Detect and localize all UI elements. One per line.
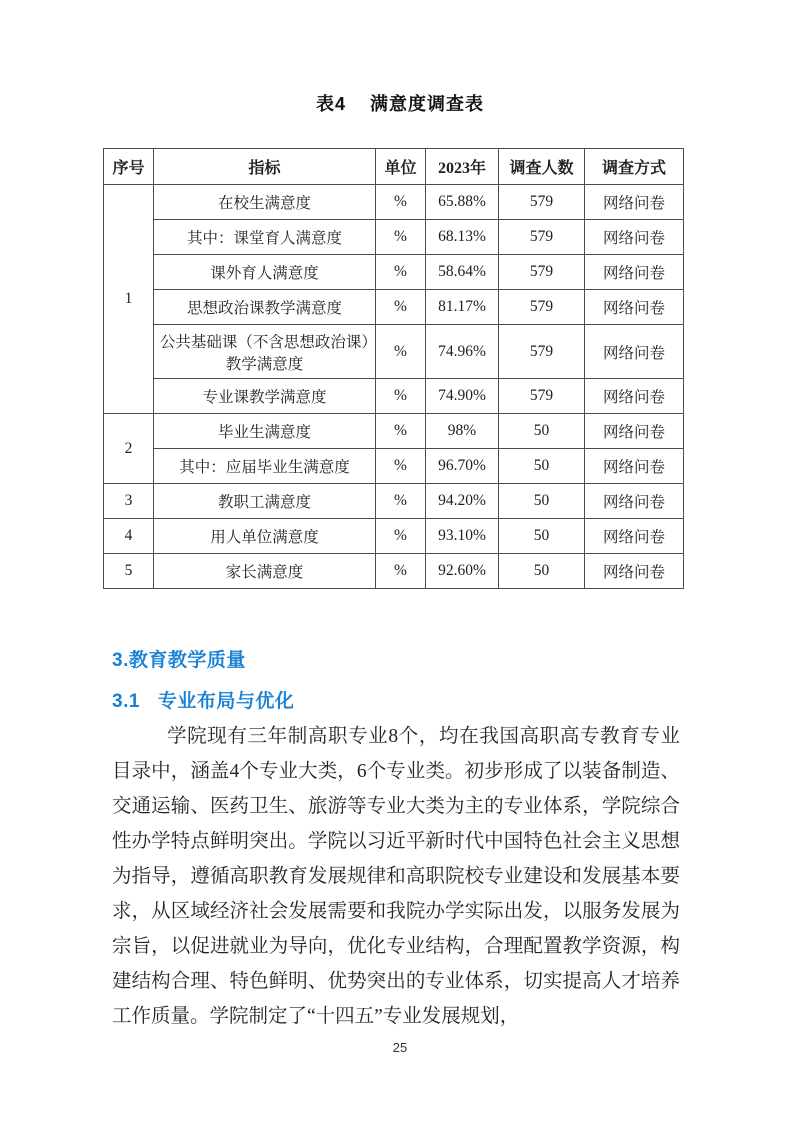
unit-cell: % — [376, 414, 426, 449]
method-cell: 网络问卷 — [585, 449, 684, 484]
value-cell: 92.60% — [426, 554, 499, 589]
subsection-title: 专业布局与优化 — [157, 691, 295, 712]
method-cell: 网络问卷 — [585, 255, 684, 290]
method-cell: 网络问卷 — [585, 185, 684, 220]
col-header-unit: 单位 — [376, 149, 426, 185]
value-cell: 74.90% — [426, 379, 499, 414]
indicator-cell: 思想政治课教学满意度 — [154, 290, 376, 325]
table-row — [104, 414, 684, 449]
count-cell: 50 — [499, 449, 585, 484]
indicator-cell: 毕业生满意度 — [154, 414, 376, 449]
count-cell: 50 — [499, 414, 585, 449]
unit-cell: % — [376, 519, 426, 554]
count-cell: 50 — [499, 519, 585, 554]
count-cell: 50 — [499, 554, 585, 589]
indicator-cell: 其中：课堂育人满意度 — [154, 220, 376, 255]
unit-cell: % — [376, 325, 426, 379]
seq-cell: 3 — [104, 484, 154, 519]
unit-cell: % — [376, 220, 426, 255]
indicator-cell: 专业课教学满意度 — [154, 379, 376, 414]
method-cell: 网络问卷 — [585, 290, 684, 325]
table-row — [104, 255, 684, 290]
count-cell: 50 — [499, 484, 585, 519]
col-header-year: 2023年 — [426, 149, 499, 185]
body-paragraph: 学院现有三年制高职专业8个，均在我国高职高专教育专业目录中，涵盖4个专业大类，6个专业类。初步形成了以装备制造、交通运输、医药卫生、旅游等专业大类为主的专业体系，学院综合性办学特点鲜明突出。学院以习近平新时代中国特色社会主义思想为指导，遵循高职教育发展规律和高职院校专业建设和发展基本要求，从区域经济社会发展需要和我院办学实际出发，以服务发展为宗旨，以促进就业为导向，优化专业结构，合理配置教学资源，构建结构合理、特色鲜明、优势突出的专业体系，切实提高人才培养工作质量。学院制定了“十四五”专业发展规划， — [112, 726, 680, 1027]
unit-cell: % — [376, 554, 426, 589]
subsection-number: 3.1 — [112, 691, 140, 712]
table-caption-number: 表4 — [315, 94, 346, 114]
count-cell: 579 — [499, 220, 585, 255]
method-cell: 网络问卷 — [585, 414, 684, 449]
unit-cell: % — [376, 255, 426, 290]
method-cell: 网络问卷 — [585, 325, 684, 379]
col-header-seq: 序号 — [104, 149, 154, 185]
value-cell: 93.10% — [426, 519, 499, 554]
method-cell: 网络问卷 — [585, 484, 684, 519]
indicator-cell: 教职工满意度 — [154, 484, 376, 519]
value-cell: 96.70% — [426, 449, 499, 484]
table-header-row — [104, 149, 684, 185]
method-cell: 网络问卷 — [585, 379, 684, 414]
value-cell: 94.20% — [426, 484, 499, 519]
subsection-heading — [112, 686, 294, 713]
value-cell: 58.64% — [426, 255, 499, 290]
table-caption — [0, 90, 800, 116]
table-row — [104, 379, 684, 414]
table-caption-title: 满意度调查表 — [370, 94, 484, 114]
unit-cell: % — [376, 185, 426, 220]
method-cell: 网络问卷 — [585, 220, 684, 255]
method-cell: 网络问卷 — [585, 554, 684, 589]
satisfaction-survey-table — [103, 148, 684, 589]
seq-cell: 4 — [104, 519, 154, 554]
indicator-cell: 家长满意度 — [154, 554, 376, 589]
indicator-cell: 课外育人满意度 — [154, 255, 376, 290]
count-cell: 579 — [499, 325, 585, 379]
indicator-cell: 用人单位满意度 — [154, 519, 376, 554]
unit-cell: % — [376, 290, 426, 325]
unit-cell: % — [376, 484, 426, 519]
unit-cell: % — [376, 379, 426, 414]
table-row — [104, 554, 684, 589]
indicator-cell: 其中：应届毕业生满意度 — [154, 449, 376, 484]
col-header-indicator: 指标 — [154, 149, 376, 185]
method-cell: 网络问卷 — [585, 519, 684, 554]
seq-cell: 2 — [104, 414, 154, 484]
section-heading: 3.教育教学质量 — [112, 650, 246, 671]
value-cell: 74.96% — [426, 325, 499, 379]
table-row — [104, 449, 684, 484]
table-row — [104, 484, 684, 519]
count-cell: 579 — [499, 185, 585, 220]
indicator-cell: 公共基础课（不含思想政治课）教学满意度 — [154, 325, 376, 379]
table-row — [104, 220, 684, 255]
count-cell: 579 — [499, 379, 585, 414]
seq-cell: 5 — [104, 554, 154, 589]
unit-cell: % — [376, 449, 426, 484]
value-cell: 98% — [426, 414, 499, 449]
count-cell: 579 — [499, 255, 585, 290]
table-row — [104, 290, 684, 325]
col-header-method: 调查方式 — [585, 149, 684, 185]
value-cell: 68.13% — [426, 220, 499, 255]
table-row — [104, 519, 684, 554]
seq-cell: 1 — [104, 185, 154, 414]
col-header-count: 调查人数 — [499, 149, 585, 185]
table-row — [104, 325, 684, 379]
page-number: 25 — [392, 1040, 408, 1055]
value-cell: 65.88% — [426, 185, 499, 220]
indicator-cell: 在校生满意度 — [154, 185, 376, 220]
value-cell: 81.17% — [426, 290, 499, 325]
count-cell: 579 — [499, 290, 585, 325]
table-row — [104, 185, 684, 220]
